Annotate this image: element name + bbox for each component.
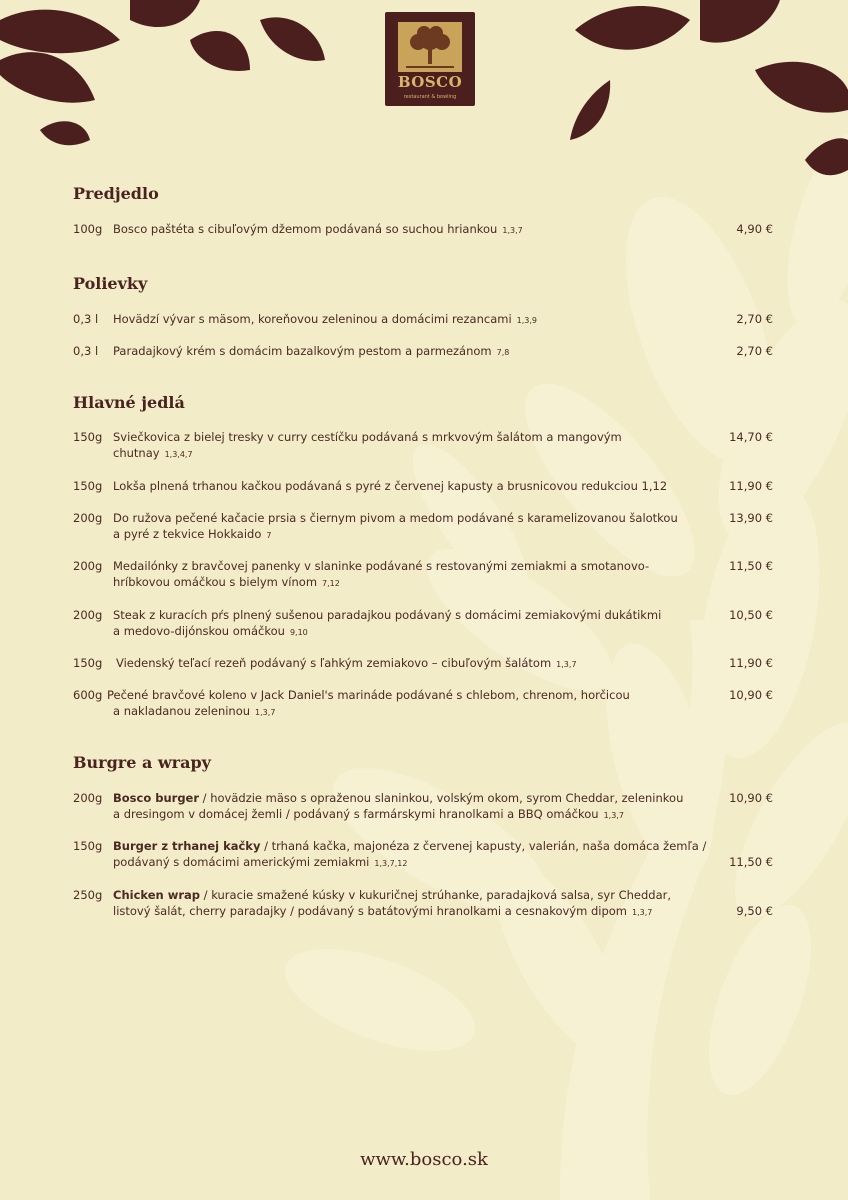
item-qty: 150g <box>73 479 103 493</box>
item-qty: 150g <box>73 430 103 444</box>
item-desc-wrap <box>113 838 713 872</box>
item-name: Bosco burger <box>113 791 200 805</box>
item-price: 10,90 € <box>729 791 773 805</box>
item-allergens: 1,3,9 <box>516 316 537 325</box>
item-desc: Steak z kuracích pŕs plnený sušenou paradajkou podávaný s domácimi zemiakovými dukátikmi <box>113 608 662 622</box>
item-qty: 150g <box>73 656 103 670</box>
item-allergens: 1,3,7 <box>632 908 653 917</box>
item-desc-wrap <box>113 887 713 921</box>
item-desc-line2: a pyré z tekvice Hokkaido <box>113 527 262 541</box>
item-desc-line2: a medovo-dijónskou omáčkou <box>113 624 285 638</box>
brand-name: BOSCO <box>397 73 463 91</box>
item-price: 11,50 € <box>729 559 773 573</box>
item-desc-line2: hríbkovou omáčkou s bielym vínom <box>113 575 318 589</box>
item-desc: Sviečkovica z bielej tresky v curry cestíčku podávaná s mrkvovým šalátom a mangovým <box>113 430 622 444</box>
item-desc: Bosco paštéta s cibuľovým džemom podávaná so suchou hriankou <box>113 222 498 236</box>
item-qty: 100g <box>73 222 103 236</box>
section-title-predjedlo: Predjedlo <box>73 184 159 203</box>
item-desc-line2: a nakladanou zeleninou <box>113 704 251 718</box>
item-desc-line2: podávaný s domácimi americkými zemiakmi <box>113 855 370 869</box>
item-name: Burger z trhanej kačky <box>113 839 261 853</box>
item-desc: Viedenský teľací rezeň podávaný s ľahkým zemiakovo – cibuľovým šalátom <box>116 656 552 670</box>
item-price: 2,70 € <box>736 312 773 326</box>
item-desc: / kuracie smažené kúsky v kukuričnej strúhanke, paradajková salsa, syr Cheddar, <box>200 888 672 902</box>
item-price: 11,50 € <box>729 855 773 869</box>
item-desc-line2: listový šalát, cherry paradajky / podávaný s batátovými hranolkami a cesnakovým dipom <box>113 904 628 918</box>
item-desc-wrap <box>113 558 713 592</box>
item-allergens: 1,3,7 <box>556 660 577 669</box>
item-price: 4,90 € <box>736 222 773 236</box>
item-desc-wrap <box>113 510 713 544</box>
item-qty: 250g <box>73 888 103 902</box>
item-qty: 0,3 l <box>73 312 99 326</box>
item-qty: 200g <box>73 559 103 573</box>
item-allergens: 1,3,7,12 <box>374 859 408 868</box>
item-desc-line2: chutnay <box>113 446 160 460</box>
section-title-hlavne-jedla: Hlavné jedlá <box>73 393 185 412</box>
item-price: 14,70 € <box>729 430 773 444</box>
item-desc: / hovädzie mäso s opraženou slaninkou, volským okom, syrom Cheddar, zeleninkou <box>199 791 684 805</box>
item-desc: Medailónky z bravčovej panenky v slaninke podávané s restovanými zemiakmi a smotanovo- <box>113 559 650 573</box>
item-qty: 200g <box>73 511 103 525</box>
item-desc: Do ružova pečené kačacie prsia s čiernym pivom a medom podávané s karamelizovanou šalotkou <box>113 511 678 525</box>
item-desc-line2: a dresingom v domácej žemli / podávaný s farmárskymi hranolkami a BBQ omáčkou <box>113 807 599 821</box>
item-qty: 600g <box>73 688 103 702</box>
brand-tagline: restaurant & bowling <box>403 94 457 100</box>
item-desc: Paradajkový krém s domácim bazalkovým pestom a parmezánom <box>113 344 492 358</box>
item-allergens: 7,8 <box>496 348 510 357</box>
item-allergens: 7,12 <box>322 579 340 588</box>
item-desc-wrap <box>107 687 707 721</box>
item-allergens: 1,3,7 <box>502 226 523 235</box>
item-qty: 0,3 l <box>73 344 99 358</box>
item-desc: Lokša plnená trhanou kačkou podávaná s pyré z červenej kapusty a brusnicovou redukciou 1,12 <box>113 479 668 493</box>
item-desc-wrap <box>113 221 713 239</box>
tree-logo-icon <box>398 22 462 72</box>
item-qty: 150g <box>73 839 103 853</box>
item-allergens: 1,3,7 <box>255 708 276 717</box>
item-desc: Hovädzí vývar s mäsom, koreňovou zeleninou a domácimi rezancami <box>113 312 512 326</box>
item-allergens: 9,10 <box>289 628 308 637</box>
item-allergens: 1,3,4,7 <box>164 450 193 459</box>
item-desc: Pečené bravčové koleno v Jack Daniel's marináde podávané s chlebom, chrenom, horčicou <box>107 688 630 702</box>
item-price: 11,90 € <box>729 656 773 670</box>
item-price: 11,90 € <box>729 479 773 493</box>
item-desc: / trhaná kačka, majonéza z červenej kapusty, valerián, naša domáca žemľa / <box>260 839 707 853</box>
section-title-polievky: Polievky <box>73 274 148 293</box>
item-allergens: 7 <box>266 531 272 540</box>
item-price: 13,90 € <box>729 511 773 525</box>
brand-logo <box>385 12 475 106</box>
item-allergens: 1,3,7 <box>603 811 624 820</box>
item-desc-wrap <box>113 311 713 329</box>
item-price: 9,50 € <box>736 904 773 918</box>
item-price: 10,90 € <box>729 688 773 702</box>
item-name: Chicken wrap <box>113 888 201 902</box>
item-desc-wrap <box>113 429 713 463</box>
item-price: 10,50 € <box>729 608 773 622</box>
item-price: 2,70 € <box>736 344 773 358</box>
footer-website-link[interactable]: www.bosco.sk <box>360 1149 488 1170</box>
item-desc-wrap <box>116 655 716 673</box>
section-title-burgre-a-wrapy: Burgre a wrapy <box>73 753 211 772</box>
item-desc-wrap <box>113 790 713 824</box>
item-desc-wrap <box>113 607 713 641</box>
item-desc-wrap <box>113 343 713 361</box>
item-qty: 200g <box>73 608 103 622</box>
item-qty: 200g <box>73 791 103 805</box>
